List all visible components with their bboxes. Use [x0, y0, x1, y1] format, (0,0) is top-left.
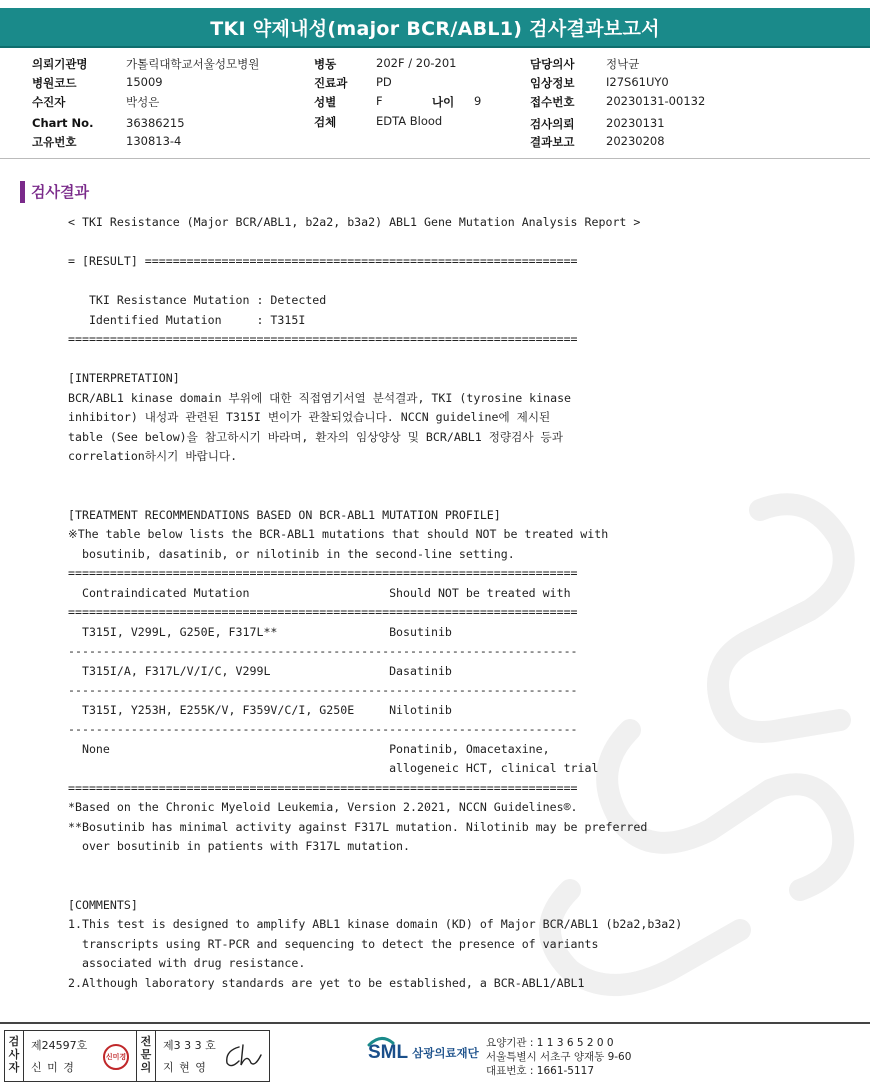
report-line: None Ponatinib, Omacetaxine, — [68, 741, 550, 756]
info-value: 202F / 20-201 — [376, 56, 457, 70]
report-line: T315I, Y253H, E255K/V, F359V/C/I, G250E Nilotinib — [68, 702, 452, 717]
reviewer-license: 제3 3 3 호 — [163, 1039, 216, 1052]
info-value: 정낙균 — [606, 57, 640, 71]
report-title: TKI 약제내성(major BCR/ABL1) 검사결과보고서 — [0, 8, 870, 48]
report-body — [68, 213, 682, 993]
signature-icon — [221, 1041, 265, 1071]
info-label: 의뢰기관명 — [32, 57, 88, 71]
info-label: 병원코드 — [32, 76, 77, 90]
reviewer-name: 지 현 영 — [163, 1061, 207, 1074]
info-label: 검사의뢰 — [530, 117, 575, 131]
footer — [0, 1026, 870, 1086]
info-label: 결과보고 — [530, 135, 575, 149]
info-label: 수진자 — [32, 95, 66, 109]
report-line: Identified Mutation : T315I — [68, 312, 306, 327]
report-line: TKI Resistance Mutation : Detected — [68, 293, 327, 307]
info-label: 진료과 — [314, 76, 348, 90]
info-value: F — [376, 94, 383, 108]
info-label: 고유번호 — [32, 135, 77, 149]
report-line: *Based on the Chronic Myeloid Leukemia, Version 2.2021, NCCN Guidelines®. — [68, 800, 578, 814]
info-label: 접수번호 — [530, 95, 575, 109]
info-value: 20230208 — [606, 134, 665, 148]
logo-text: SML — [368, 1042, 409, 1063]
info-value: EDTA Blood — [376, 114, 443, 128]
report-line: over bosutinib in patients with F317L mutation. — [68, 839, 411, 853]
report-line: Contraindicated Mutation Should NOT be treated with — [68, 585, 571, 600]
info-label: 병동 — [314, 57, 337, 71]
info-value: 15009 — [126, 75, 163, 89]
report-line — [68, 350, 682, 370]
report-line: = [RESULT] ============================================================== — [68, 254, 578, 268]
report-line: 2.Although laboratory standards are yet to be established, a BCR-ABL1/ABL1 — [68, 975, 585, 990]
info-label: Chart No. — [32, 116, 94, 130]
report-line: ========================================================================= — [68, 332, 578, 346]
report-line: ------------------------------------------------------------------------- — [68, 644, 578, 658]
info-value: PD — [376, 75, 392, 89]
report-line: ※The table below lists the BCR-ABL1 mutations that should NOT be treated with — [68, 527, 609, 541]
report-line: [COMMENTS] — [68, 897, 138, 912]
info-label: 나이 — [432, 95, 455, 109]
info-label: 담당의사 — [530, 57, 575, 71]
logo-name: 삼광의료재단 — [412, 1046, 479, 1060]
report-line: bosutinib, dasatinib, or nilotinib in the second-line setting. — [68, 546, 515, 561]
info-label: 검체 — [314, 115, 337, 129]
report-line — [68, 272, 682, 292]
report-line: correlation하시기 바랍니다. — [68, 449, 238, 463]
report-line — [68, 486, 682, 506]
info-label: 성별 — [314, 95, 337, 109]
info-value: 130813-4 — [126, 134, 182, 148]
report-line: 1.This test is designed to amplify ABL1 kinase domain (KD) of Major BCR/ABL1 (b2a2,b3a2) — [68, 917, 683, 931]
report-line: [INTERPRETATION] — [68, 371, 180, 385]
examiner-seal-icon: 신미경 — [103, 1044, 129, 1070]
report-line: **Bosutinib has minimal activity against F317L mutation. Nilotinib may be preferred — [68, 819, 648, 834]
contact-info — [486, 1036, 631, 1078]
contact-line: 서울특별시 서초구 양재동 9-60 — [486, 1051, 632, 1063]
report-line — [68, 467, 682, 487]
contact-line: 요양기관 : 1 1 3 6 5 2 0 0 — [486, 1037, 614, 1049]
info-value: 20230131-00132 — [606, 94, 706, 108]
examiner-license: 제24597호 — [31, 1039, 88, 1052]
report-line: inhibitor) 내성과 관련된 T315I 변이가 관찰되었습니다. NCCN guideline에 제시된 — [68, 410, 551, 424]
report-line: ------------------------------------------------------------------------- — [68, 683, 578, 697]
info-value: 박성은 — [126, 95, 160, 109]
report-line: ========================================================================= — [68, 605, 578, 619]
report-line: BCR/ABL1 kinase domain 부위에 대한 직접염기서열 분석결과, TKI (tyrosine kinase — [68, 390, 572, 405]
report-line — [68, 876, 682, 896]
info-value: 9 — [474, 94, 482, 108]
contact-line: 대표번호 : 1661-5117 — [486, 1065, 595, 1077]
reviewer-stamp — [136, 1030, 270, 1082]
examiner-name: 신 미 경 — [31, 1061, 75, 1074]
info-value: 20230131 — [606, 116, 665, 130]
report-line: < TKI Resistance (Major BCR/ABL1, b2a2, b3a2) ABL1 Gene Mutation Analysis Report > — [68, 215, 641, 229]
info-value: I27S61UY0 — [606, 75, 669, 89]
section-title: 검사결과 — [20, 181, 89, 203]
report-line — [68, 233, 682, 253]
report-line: T315I/A, F317L/V/I/C, V299L Dasatinib — [68, 663, 452, 678]
report-line: ========================================================================= — [68, 566, 578, 580]
report-line: ------------------------------------------------------------------------- — [68, 722, 578, 736]
info-value: 36386215 — [126, 116, 185, 130]
patient-info — [0, 54, 870, 154]
info-value: 가톨릭대학교서울성모병원 — [126, 57, 260, 71]
report-line: [TREATMENT RECOMMENDATIONS BASED ON BCR-ABL1 MUTATION PROFILE] — [68, 507, 501, 522]
report-line: transcripts using RT-PCR and sequencing to detect the presence of variants — [68, 936, 599, 951]
report-line — [68, 857, 682, 877]
header-divider — [0, 158, 870, 159]
reviewer-label: 전 문 의 — [140, 1035, 152, 1074]
report-line: T315I, V299L, G250E, F317L** Bosutinib — [68, 624, 452, 639]
info-label: 임상정보 — [530, 76, 575, 90]
sml-logo — [366, 1034, 479, 1064]
report-line: allogeneic HCT, clinical trial — [68, 761, 599, 775]
examiner-label: 검 사 자 — [8, 1035, 20, 1074]
footer-divider — [0, 1022, 870, 1024]
report-line: ========================================================================= — [68, 780, 578, 795]
report-line: associated with drug resistance. — [68, 956, 306, 970]
examiner-stamp — [4, 1030, 156, 1082]
report-line: table (See below)을 참고하시기 바라며, 환자의 임상양상 및 BCR/ABL1 정량검사 등과 — [68, 429, 563, 444]
